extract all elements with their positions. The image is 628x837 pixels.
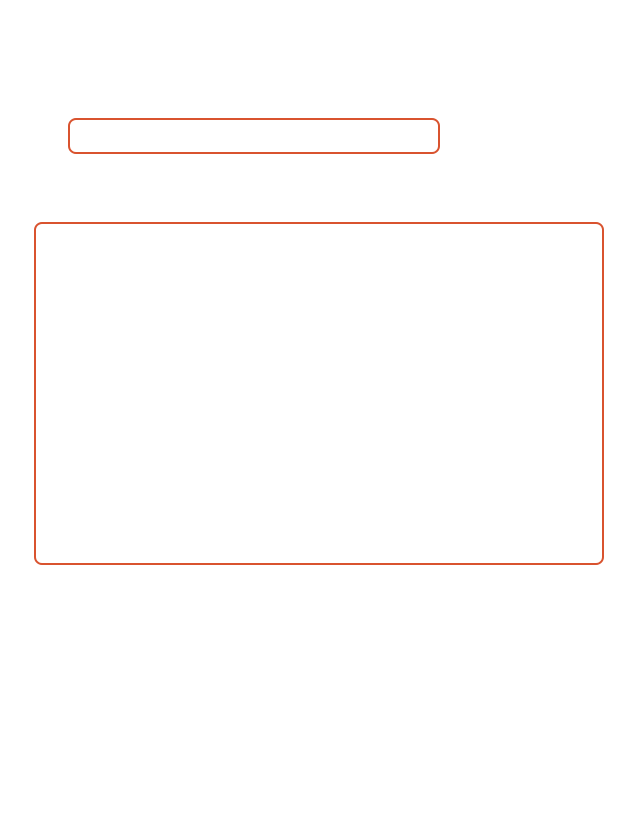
highlight-sanerfenduan-section — [34, 222, 604, 565]
highlight-special-students — [68, 118, 440, 154]
